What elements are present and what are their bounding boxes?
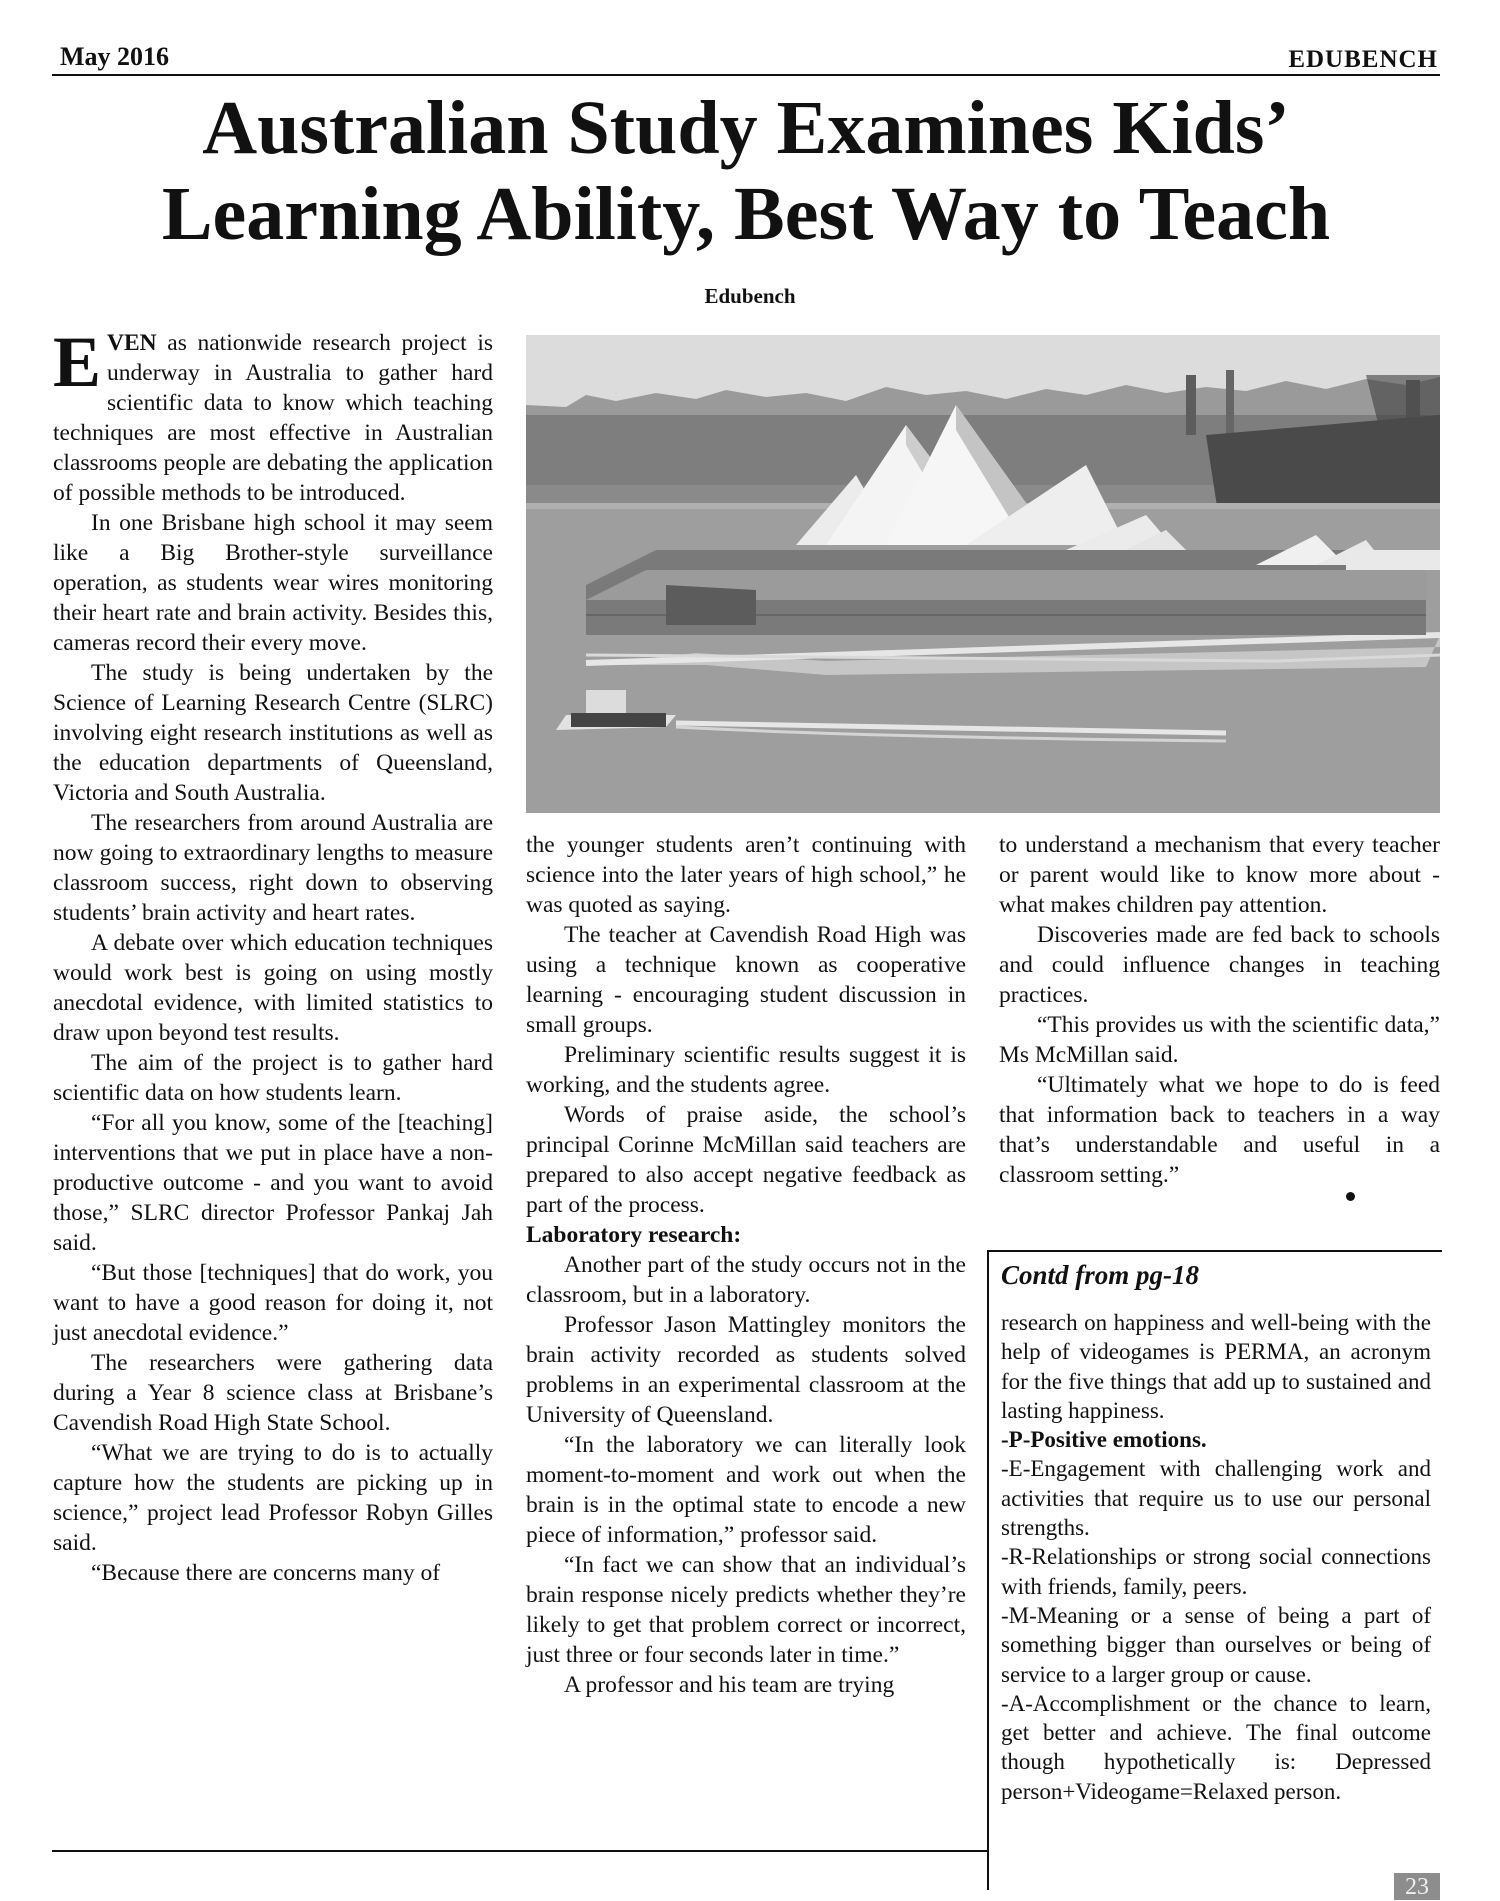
perma-item-e: -E-Engagement with challenging work and activities that require us to use our personal strengths.: [1001, 1456, 1431, 1541]
paragraph: The aim of the project is to gather hard scientific data on how students learn.: [53, 1050, 493, 1106]
paragraph: “What we are trying to do is to actually capture how the students are picking up in science,” project lead Professor Robyn Gilles said.: [53, 1440, 493, 1556]
perma-item-m: -M-Meaning or a sense of being a part of something bigger than ourselves or being of service to a larger group or cause.: [1001, 1602, 1431, 1687]
magazine-name: EDUBENCH: [1288, 46, 1438, 73]
paragraph: to understand a mechanism that every teacher or parent would like to know more about - what makes children pay attention.: [999, 832, 1440, 918]
drop-cap: E: [53, 322, 102, 402]
paragraph: “Because there are concerns many of: [91, 1560, 441, 1586]
sidebar-box: [987, 1250, 1442, 1890]
subheading-laboratory-research: Laboratory research:: [526, 1222, 742, 1248]
lead-text: as nationwide research project is underway in Australia to gather hard scientific data to know which teaching techniques are most effective in Australian classrooms people are debating the application of possible methods to be introduced.: [53, 330, 493, 506]
headline-line-1: Australian Study Examines Kids’: [202, 86, 1290, 170]
issue-date: May 2016: [60, 42, 170, 71]
footer-rule: [52, 1850, 988, 1852]
paragraph: Professor Jason Mattingley monitors the brain activity recorded as students solved problems in an experimental classroom at the University of Queensland.: [526, 1312, 966, 1428]
headline-line-2: Learning Ability, Best Way to Teach: [161, 172, 1331, 256]
sidebar-paragraph: research on happiness and well-being with the help of videogames is PERMA, an acronym for the five things that add up to sustained and lasting happiness.: [1001, 1310, 1431, 1423]
article-column-2: [526, 830, 966, 1700]
perma-item-p: -P-Positive emotions.: [1001, 1427, 1207, 1453]
paragraph: A debate over which education techniques would work best is going on using mostly anecdotal evidence, with limited statistics to draw upon beyond test results.: [53, 930, 493, 1046]
headline: [52, 85, 1440, 257]
paragraph: “But those [techniques] that do work, you want to have a good reason for doing it, not just anecdotal evidence.”: [53, 1260, 493, 1346]
page-number: 23: [1394, 1873, 1440, 1900]
paragraph: Words of praise aside, the school’s principal Corinne McMillan said teachers are prepared to also accept negative feedback as part of the process.: [526, 1102, 966, 1218]
opera-house-illustration: [526, 335, 1440, 813]
paragraph: Preliminary scientific results suggest it is working, and the students agree.: [526, 1042, 966, 1098]
paragraph: The researchers from around Australia are now going to extraordinary lengths to measure classroom success, right down to observing students’ brain activity and heart rates.: [53, 810, 493, 926]
lead-bold-word: VEN: [107, 330, 157, 356]
paragraph: “This provides us with the scientific data,” Ms McMillan said.: [999, 1012, 1440, 1068]
paragraph: Discoveries made are fed back to schools and could influence changes in teaching practices.: [999, 922, 1440, 1008]
paragraph: the younger students aren’t continuing with science into the later years of high school,” he was quoted as saying.: [526, 832, 966, 918]
paragraph: “In the laboratory we can literally look moment-to-moment and work out when the brain is in the optimal state to encode a new piece of information,” professor said.: [526, 1432, 966, 1548]
sidebar-body: [1001, 1308, 1431, 1806]
paragraph: The teacher at Cavendish Road High was using a technique known as cooperative learning - encouraging student discussion in small groups.: [526, 922, 966, 1038]
byline: Edubench: [704, 284, 796, 308]
perma-item-r: -R-Relationships or strong social connections with friends, family, peers.: [1001, 1544, 1431, 1599]
opera-house-photo: [526, 335, 1440, 813]
paragraph: The researchers were gathering data during a Year 8 science class at Brisbane’s Cavendish Road High State School.: [53, 1350, 493, 1436]
article-column-3: [999, 830, 1440, 1190]
article-column-1: [53, 322, 493, 1588]
paragraph: “In fact we can show that an individual’s brain response nicely predicts whether they’re likely to get that problem correct or incorrect, just three or four seconds later in time.”: [526, 1552, 966, 1668]
lead-paragraph: [53, 322, 493, 508]
paragraph: A professor and his team are trying: [564, 1672, 895, 1698]
sidebar-title: Contd from pg-18: [1001, 1260, 1200, 1290]
paragraph: The study is being undertaken by the Science of Learning Research Centre (SLRC) involving eight research institutions as well as the education departments of Queensland, Victoria and South Australia.: [53, 660, 493, 806]
paragraph: Another part of the study occurs not in the classroom, but in a laboratory.: [526, 1252, 966, 1308]
header-rule: [52, 74, 1440, 76]
paragraph: In one Brisbane high school it may seem like a Big Brother-style surveillance operation, as students wear wires monitoring their heart rate and brain activity. Besides this, cameras record their every move.: [53, 510, 493, 656]
paragraph: “Ultimately what we hope to do is feed that information back to teachers in a way that’s understandable and useful in a classroom setting.”: [999, 1072, 1440, 1188]
end-of-article-mark: [1346, 1192, 1355, 1201]
perma-item-a: -A-Accomplishment or the chance to learn, get better and achieve. The final outcome though hypothetically is: Depressed person+Videogame=Relaxed person.: [1001, 1690, 1431, 1804]
paragraph: “For all you know, some of the [teaching] interventions that we put in place have a non-productive outcome - and you want to avoid those,” SLRC director Professor Pankaj Jah said.: [53, 1110, 493, 1256]
